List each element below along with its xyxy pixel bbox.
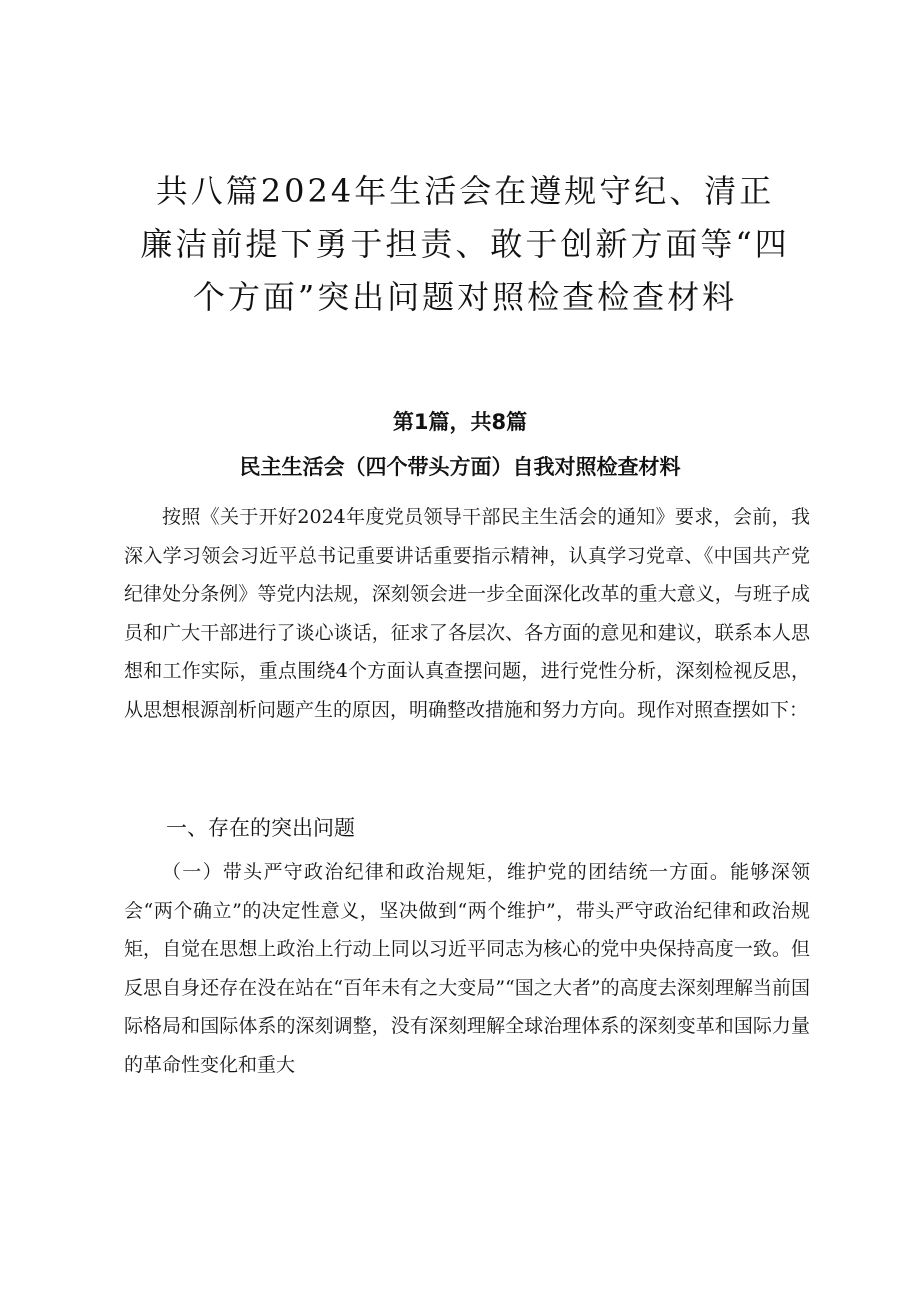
issue-paragraph: （一）带头严守政治纪律和政治规矩，维护党的团结统一方面。能够深领会“两个确立”的决定性意义，坚决做到“两个维护”，带头严守政治纪律和政治规矩，自觉在思想上政治上行动上同以习近平同志为核心的党中央保持高度一致。但反思自身还存在没在站在“百年未有之大变局”“国之大者”的高度去深刻理解当前国际格局和国际体系的深刻调整，没有深刻理解全球治理体系的深刻变革和国际力量的革命性变化和重大 xyxy=(124,861,810,1076)
document-subtitle: 民主生活会（四个带头方面）自我对照检查材料 xyxy=(239,455,681,479)
chapter-label: 第1篇，共8篇 xyxy=(392,410,528,434)
section-heading: 一、存在的突出问题 xyxy=(166,816,355,840)
document-title: 共八篇2024年生活会在遵规守纪、清正廉洁前提下勇于担责、敢于创新方面等“四个方面”突出问题对照检查检查材料 xyxy=(140,172,790,316)
intro-paragraph: 按照《关于开好2024年度党员领导干部民主生活会的通知》要求，会前，我深入学习领会习近平总书记重要讲话重要指示精神，认真学习党章、《中国共产党纪律处分条例》等党内法规，深刻领会进一步全面深化改革的重大意义，与班子成员和广大干部进行了谈心谈话，征求了各层次、各方面的意见和建议，联系本人思想和工作实际，重点围绕4个方面认真查摆问题，进行党性分析，深刻检视反思，从思想根源剖析问题产生的原因，明确整改措施和努力方向。现作对照查摆如下： xyxy=(124,506,810,721)
